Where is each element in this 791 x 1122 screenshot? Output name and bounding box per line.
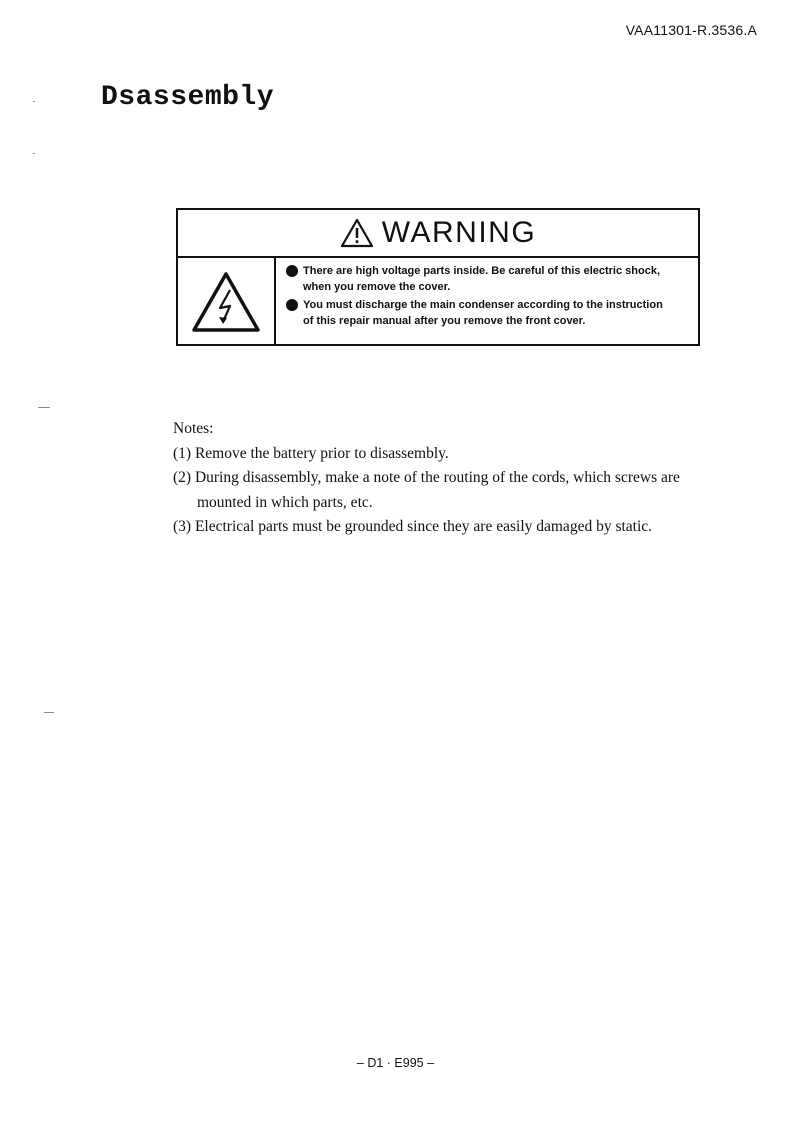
notes-section: [173, 417, 733, 540]
electric-shock-icon: [190, 270, 262, 334]
page-title: Dsassembly: [101, 82, 275, 113]
warning-box: [176, 208, 700, 346]
warning-list: [276, 258, 698, 346]
warning-item: [286, 297, 690, 329]
document-code: VAA11301-R.3536.A: [625, 22, 757, 38]
scan-speck: [33, 153, 35, 154]
warning-symbol-cell: [178, 258, 276, 346]
bullet-icon: [286, 299, 298, 311]
note-item: (3) Electrical parts must be grounded since they are easily damaged by static.: [173, 518, 653, 535]
scan-speck: [33, 101, 35, 102]
warning-text: There are high voltage parts inside. Be careful of this electric shock,: [303, 265, 661, 277]
page-footer: – D1 · E995 –: [356, 1056, 435, 1070]
scan-speck: [44, 712, 54, 713]
warning-header: [178, 210, 698, 258]
warning-item: [286, 263, 690, 295]
note-item: (2) During disassembly, make a note of the routing of the cords, which screws are: [173, 469, 680, 486]
bullet-icon: [286, 265, 298, 277]
scan-speck: [38, 407, 50, 408]
note-item-continuation: mounted in which parts, etc.: [197, 493, 373, 511]
warning-text: when you remove the cover.: [303, 281, 451, 293]
warning-heading: WARNING: [381, 216, 537, 249]
warning-triangle-icon: [340, 218, 374, 248]
warning-text: You must discharge the main condenser according to the instruction: [303, 299, 663, 311]
note-item: (1) Remove the battery prior to disassembly.: [173, 444, 449, 462]
notes-heading: Notes:: [173, 420, 214, 437]
warning-text: of this repair manual after you remove the front cover.: [303, 315, 586, 327]
